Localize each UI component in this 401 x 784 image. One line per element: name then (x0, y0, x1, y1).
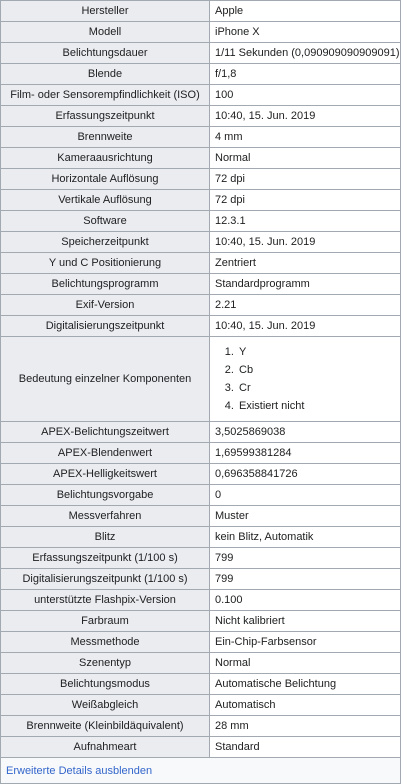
table-row (1, 653, 401, 674)
row-label: Belichtungsprogramm (1, 274, 210, 295)
components-label: Bedeutung einzelner Komponenten (1, 337, 210, 422)
row-value: Nicht kalibriert (210, 611, 401, 632)
list-item: 3. Cr (237, 379, 395, 397)
row-value: 799 (210, 569, 401, 590)
row-label: Brennweite (Kleinbildäquivalent) (1, 716, 210, 737)
row-label: Brennweite (1, 127, 210, 148)
list-item: 4. Existiert nicht (237, 397, 395, 415)
row-label: Kameraausrichtung (1, 148, 210, 169)
table-row (1, 169, 401, 190)
row-label: Digitalisierungszeitpunkt (1, 316, 210, 337)
table-row (1, 422, 401, 443)
table-row (1, 64, 401, 85)
row-value: f/1,8 (210, 64, 401, 85)
row-label: Vertikale Auflösung (1, 190, 210, 211)
row-value: Ein-Chip-Farbsensor (210, 632, 401, 653)
row-label: Horizontale Auflösung (1, 169, 210, 190)
row-value: iPhone X (210, 22, 401, 43)
table-row (1, 43, 401, 64)
row-label: Speicherzeitpunkt (1, 232, 210, 253)
row-label: Belichtungsdauer (1, 43, 210, 64)
list-item: 1. Y (237, 343, 395, 361)
row-value: 10:40, 15. Jun. 2019 (210, 106, 401, 127)
row-label: Aufnahmeart (1, 737, 210, 758)
table-row (1, 274, 401, 295)
row-value: 0.100 (210, 590, 401, 611)
row-value: 0,696358841726 (210, 464, 401, 485)
row-value: Zentriert (210, 253, 401, 274)
row-value: 72 dpi (210, 190, 401, 211)
table-row (1, 548, 401, 569)
row-value: 72 dpi (210, 169, 401, 190)
table-row (1, 695, 401, 716)
row-value: 799 (210, 548, 401, 569)
table-row (1, 527, 401, 548)
row-label: Modell (1, 22, 210, 43)
row-label: Belichtungsvorgabe (1, 485, 210, 506)
row-value: Standardprogramm (210, 274, 401, 295)
row-value: Automatische Belichtung (210, 674, 401, 695)
row-value: 0 (210, 485, 401, 506)
row-label: Digitalisierungszeitpunkt (1/100 s) (1, 569, 210, 590)
row-value: 3,5025869038 (210, 422, 401, 443)
table-row (1, 632, 401, 653)
table-row (1, 569, 401, 590)
row-label: Film- oder Sensorempfindlichkeit (ISO) (1, 85, 210, 106)
row-label: Erfassungszeitpunkt (1/100 s) (1, 548, 210, 569)
row-value: 10:40, 15. Jun. 2019 (210, 316, 401, 337)
table-row (1, 148, 401, 169)
row-label: Szenentyp (1, 653, 210, 674)
row-value: 10:40, 15. Jun. 2019 (210, 232, 401, 253)
table-row (1, 127, 401, 148)
row-label: Farbraum (1, 611, 210, 632)
row-value: 100 (210, 85, 401, 106)
row-label: Blende (1, 64, 210, 85)
row-value: kein Blitz, Automatik (210, 527, 401, 548)
row-label: Erfassungszeitpunkt (1, 106, 210, 127)
table-row (1, 316, 401, 337)
table-row (1, 506, 401, 527)
row-value: Automatisch (210, 695, 401, 716)
row-label: Messverfahren (1, 506, 210, 527)
components-list (215, 343, 395, 415)
row-label: unterstützte Flashpix-Version (1, 590, 210, 611)
table-footer (0, 758, 401, 784)
table-row (1, 1, 401, 22)
table-row (1, 590, 401, 611)
table-row (1, 737, 401, 758)
row-value: Standard (210, 737, 401, 758)
table-row (1, 232, 401, 253)
table-row (1, 716, 401, 737)
table-row (1, 85, 401, 106)
table-row (1, 464, 401, 485)
table-row (1, 190, 401, 211)
components-row (1, 337, 401, 422)
row-label: APEX-Belichtungszeitwert (1, 422, 210, 443)
collapse-details-link[interactable]: Erweiterte Details ausblenden (6, 765, 153, 777)
table-row (1, 253, 401, 274)
row-value: 1/11 Sekunden (0,090909090909091) (210, 43, 401, 64)
row-value: 4 mm (210, 127, 401, 148)
row-label: Software (1, 211, 210, 232)
row-label: Blitz (1, 527, 210, 548)
row-label: Hersteller (1, 1, 210, 22)
table-row (1, 22, 401, 43)
table-row (1, 443, 401, 464)
table-row (1, 674, 401, 695)
row-label: Weißabgleich (1, 695, 210, 716)
table-row (1, 211, 401, 232)
table-row (1, 611, 401, 632)
list-item: 2. Cb (237, 361, 395, 379)
row-value: Normal (210, 653, 401, 674)
row-label: APEX-Helligkeitswert (1, 464, 210, 485)
row-value: Muster (210, 506, 401, 527)
row-value: 1,69599381284 (210, 443, 401, 464)
components-value (210, 337, 401, 422)
row-label: Messmethode (1, 632, 210, 653)
row-label: Y und C Positionierung (1, 253, 210, 274)
row-value: 28 mm (210, 716, 401, 737)
row-value: Normal (210, 148, 401, 169)
row-label: Belichtungsmodus (1, 674, 210, 695)
row-value: 12.3.1 (210, 211, 401, 232)
table-row (1, 106, 401, 127)
row-value: 2.21 (210, 295, 401, 316)
table-row (1, 295, 401, 316)
row-label: APEX-Blendenwert (1, 443, 210, 464)
table-row (1, 485, 401, 506)
row-label: Exif-Version (1, 295, 210, 316)
row-value: Apple (210, 1, 401, 22)
